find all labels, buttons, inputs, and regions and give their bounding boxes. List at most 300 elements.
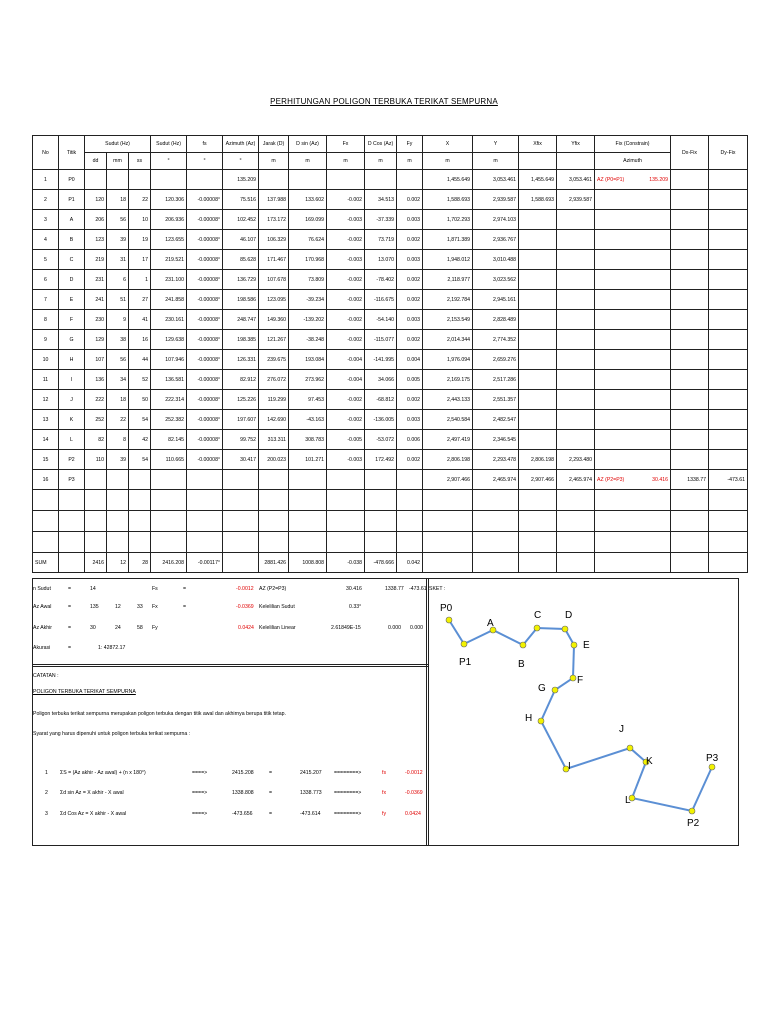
cell-titik: A — [59, 210, 85, 230]
station-label: L — [625, 795, 631, 806]
fx-label: Fx — [152, 604, 158, 610]
note-symbol: fs — [382, 770, 387, 776]
empty-cell — [557, 532, 595, 553]
cell-az: 82.912 — [223, 370, 259, 390]
fix-value: 135.209 — [649, 176, 669, 183]
cell-xfix — [519, 290, 557, 310]
col-dcos: D Cos (Az) — [365, 136, 397, 153]
station-point — [534, 625, 540, 631]
cell-y: 2,939.587 — [473, 190, 519, 210]
empty-cell — [595, 490, 671, 511]
cell-fx — [327, 170, 365, 190]
cell-mm: 18 — [107, 390, 129, 410]
station-label: H — [525, 713, 533, 724]
cell-no: 7 — [33, 290, 59, 310]
note-dots: ========> — [334, 811, 362, 817]
empty-cell — [129, 532, 151, 553]
notes-line-1: Poligon terbuka terikat sempurna merupakan poligon terbuka dengan titik awal dan akhirnya berupa titik tetap. — [33, 711, 286, 717]
cell-dyfix — [709, 350, 748, 370]
cell-ss: 16 — [129, 330, 151, 350]
cell-mm: 31 — [107, 250, 129, 270]
cell-titik: C — [59, 250, 85, 270]
traverse-line — [449, 620, 712, 811]
empty-cell — [129, 511, 151, 532]
notes-heading: POLIGON TERBUKA TERIKAT SEMPURNA — [33, 689, 136, 695]
cell-dxfix: 1338.77 — [671, 470, 709, 490]
cell-yfix — [557, 390, 595, 410]
cell-sudut: 222.314 — [151, 390, 187, 410]
cell-xfix — [519, 230, 557, 250]
cell-dd: 129 — [85, 330, 107, 350]
cell-dd: 136 — [85, 370, 107, 390]
cell-dyfix — [709, 290, 748, 310]
cell-dcos: 34.513 — [365, 190, 397, 210]
cell-y: 2,945.161 — [473, 290, 519, 310]
cell-ss: 10 — [129, 210, 151, 230]
fix-cell — [595, 350, 671, 370]
station-point — [520, 642, 526, 648]
cell-dyfix — [709, 250, 748, 270]
cell-xfix: 2,806.198 — [519, 450, 557, 470]
empty-cell — [423, 532, 473, 553]
table-row — [33, 190, 748, 210]
cell-d — [259, 470, 289, 490]
kel-linear-label: Kelelilian Linear — [259, 625, 296, 631]
cell-sudut: 129.638 — [151, 330, 187, 350]
empty-cell — [151, 532, 187, 553]
table-row — [33, 170, 748, 190]
cell-dcos: -115.077 — [365, 330, 397, 350]
cell-fs: -0.00008° — [187, 330, 223, 350]
unit-m: m — [327, 153, 365, 170]
cell-dxfix — [671, 310, 709, 330]
note-dots: ========> — [334, 790, 362, 796]
note-value-b: -473.614 — [300, 811, 321, 817]
cell-x: 2,014.344 — [423, 330, 473, 350]
cell-mm: 39 — [107, 230, 129, 250]
empty-cell — [709, 490, 748, 511]
station-label: P3 — [706, 753, 719, 764]
cell-dsin: -39.234 — [289, 290, 327, 310]
station-label: D — [565, 610, 573, 621]
cell-no: 2 — [33, 190, 59, 210]
cell-az: 248.747 — [223, 310, 259, 330]
cell-d: 171.467 — [259, 250, 289, 270]
cell-xfix — [519, 390, 557, 410]
cell-fy: 0.002 — [397, 450, 423, 470]
cell-y: 2,517.286 — [473, 370, 519, 390]
sum-cell — [519, 553, 557, 573]
empty-cell — [33, 532, 59, 553]
cell-az: 198.385 — [223, 330, 259, 350]
cell-dcos: -68.812 — [365, 390, 397, 410]
table-row — [33, 290, 748, 310]
cell-sudut: 107.946 — [151, 350, 187, 370]
cell-x: 2,153.549 — [423, 310, 473, 330]
az-p2p3-label: AZ (P2=P3) — [259, 586, 287, 592]
az-akhir-ss: 58 — [137, 625, 143, 631]
cell-xfix — [519, 270, 557, 290]
cell-fy: 0.002 — [397, 230, 423, 250]
station-point — [552, 687, 558, 693]
cell-mm: 18 — [107, 190, 129, 210]
cell-y: 2,551.357 — [473, 390, 519, 410]
empty-cell — [289, 511, 327, 532]
table-row — [33, 430, 748, 450]
fix-cell — [595, 210, 671, 230]
sum-row — [33, 553, 748, 573]
cell-dyfix — [709, 390, 748, 410]
cell-mm: 51 — [107, 290, 129, 310]
cell-dyfix — [709, 450, 748, 470]
kel-sudut-value: 0.33° — [349, 604, 362, 610]
poligon-table — [32, 135, 748, 573]
header-row-2 — [33, 153, 748, 170]
note-arrow: ====> — [192, 790, 208, 796]
cell-fy — [397, 470, 423, 490]
cell-fy: 0.003 — [397, 210, 423, 230]
cell-mm: 56 — [107, 350, 129, 370]
fix-cell — [595, 170, 671, 190]
cell-x: 2,118.977 — [423, 270, 473, 290]
cell-fs: -0.00008° — [187, 390, 223, 410]
fix-cell — [595, 390, 671, 410]
cell-titik: F — [59, 310, 85, 330]
cell-yfix — [557, 370, 595, 390]
cell-xfix — [519, 310, 557, 330]
cell-xfix — [519, 410, 557, 430]
note-dots: ========> — [334, 770, 362, 776]
sum-cell: -0.038 — [327, 553, 365, 573]
cell-yfix — [557, 330, 595, 350]
table-row — [33, 210, 748, 230]
cell-titik: P0 — [59, 170, 85, 190]
cell-ss: 1 — [129, 270, 151, 290]
sum-cell — [223, 553, 259, 573]
cell-dyfix — [709, 330, 748, 350]
cell-no: 8 — [33, 310, 59, 330]
cell-ss: 27 — [129, 290, 151, 310]
cell-az: 126.331 — [223, 350, 259, 370]
cell-fx: -0.003 — [327, 250, 365, 270]
cell-titik: P1 — [59, 190, 85, 210]
header-row-1 — [33, 136, 748, 153]
cell-dd: 82 — [85, 430, 107, 450]
cell-ss — [129, 470, 151, 490]
unit-m: m — [423, 153, 473, 170]
cell-dxfix — [671, 230, 709, 250]
cell-y: 2,774.352 — [473, 330, 519, 350]
cell-x: 1,702.293 — [423, 210, 473, 230]
cell-fy: 0.005 — [397, 370, 423, 390]
cell-dcos — [365, 470, 397, 490]
cell-no: 10 — [33, 350, 59, 370]
cell-dsin: 101.271 — [289, 450, 327, 470]
cell-dcos: -37.339 — [365, 210, 397, 230]
cell-mm: 34 — [107, 370, 129, 390]
cell-dsin: 170.968 — [289, 250, 327, 270]
cell-fy — [397, 170, 423, 190]
cell-fy: 0.003 — [397, 310, 423, 330]
cell-fy: 0.003 — [397, 410, 423, 430]
col-azimuth-sub: Azimuth — [595, 153, 671, 170]
fix-value: 30.416 — [652, 476, 669, 483]
cell-yfix: 2,465.974 — [557, 470, 595, 490]
unit-m: m — [365, 153, 397, 170]
cell-d: 137.988 — [259, 190, 289, 210]
cell-ss: 17 — [129, 250, 151, 270]
col-fx: Fx — [327, 136, 365, 153]
cell-yfix: 2,293.480 — [557, 450, 595, 470]
cell-dcos: 73.719 — [365, 230, 397, 250]
empty-cell — [473, 532, 519, 553]
table-row — [33, 390, 748, 410]
cell-d: 173.172 — [259, 210, 289, 230]
kel-linear-value: 2.61849E-15 — [331, 625, 361, 631]
cell-x: 1,588.693 — [423, 190, 473, 210]
cell-dyfix — [709, 270, 748, 290]
sum-cell: -478.666 — [365, 553, 397, 573]
dy-value: -473.61 — [409, 586, 427, 592]
cell-az: 197.607 — [223, 410, 259, 430]
cell-d: 106.329 — [259, 230, 289, 250]
note-item-number: 2 — [45, 790, 48, 796]
empty-cell — [187, 511, 223, 532]
cell-ss: 54 — [129, 450, 151, 470]
cell-xfix — [519, 430, 557, 450]
cell-no: 12 — [33, 390, 59, 410]
note-value-b: 2415.207 — [300, 770, 322, 776]
empty-cell — [709, 532, 748, 553]
cell-d: 119.299 — [259, 390, 289, 410]
az-awal-dd: 135 — [90, 604, 99, 610]
cell-dd: 231 — [85, 270, 107, 290]
cell-fy: 0.004 — [397, 350, 423, 370]
akurasi-eq: = — [68, 645, 72, 651]
cell-xfix: 1,455.649 — [519, 170, 557, 190]
fix-cell — [595, 250, 671, 270]
col-titik: Titik — [59, 136, 85, 170]
cell-az: 136.729 — [223, 270, 259, 290]
cell-d: 313.311 — [259, 430, 289, 450]
station-label: B — [518, 659, 525, 670]
fix-cell — [595, 450, 671, 470]
note-equals: = — [269, 811, 273, 817]
cell-sudut: 82.145 — [151, 430, 187, 450]
empty-cell — [223, 511, 259, 532]
cell-dcos: -53.072 — [365, 430, 397, 450]
cell-sudut: 110.665 — [151, 450, 187, 470]
sum-cell — [557, 553, 595, 573]
fx-eq: = — [183, 604, 187, 610]
sum-cell: 2881.426 — [259, 553, 289, 573]
cell-fy: 0.006 — [397, 430, 423, 450]
empty-cell — [557, 511, 595, 532]
fix-cell — [595, 430, 671, 450]
cell-x: 2,192.784 — [423, 290, 473, 310]
empty-cell — [327, 490, 365, 511]
unit-m: m — [259, 153, 289, 170]
empty-cell — [33, 490, 59, 511]
cell-fx: -0.002 — [327, 310, 365, 330]
empty-cell — [259, 490, 289, 511]
cell-dsin: 169.099 — [289, 210, 327, 230]
cell-fx: -0.003 — [327, 450, 365, 470]
station-point — [571, 642, 577, 648]
empty-row — [33, 532, 748, 553]
cell-dcos: -78.402 — [365, 270, 397, 290]
empty-cell — [473, 490, 519, 511]
empty-cell — [365, 532, 397, 553]
cell-fy: 0.003 — [397, 250, 423, 270]
cell-dxfix — [671, 370, 709, 390]
cell-fx: -0.002 — [327, 230, 365, 250]
cell-dd: 107 — [85, 350, 107, 370]
empty-cell — [397, 511, 423, 532]
cell-sudut: 206.936 — [151, 210, 187, 230]
empty-cell — [327, 532, 365, 553]
empty-cell — [519, 490, 557, 511]
cell-dyfix — [709, 410, 748, 430]
cell-fx: -0.004 — [327, 350, 365, 370]
col-mm: mm — [107, 153, 129, 170]
fix-label: AZ (P0=P1) — [597, 176, 625, 183]
col-fs: fs — [187, 136, 223, 153]
cell-mm: 22 — [107, 410, 129, 430]
cell-titik: I — [59, 370, 85, 390]
empty-cell — [519, 532, 557, 553]
cell-dyfix — [709, 310, 748, 330]
empty-cell — [423, 511, 473, 532]
cell-dyfix — [709, 190, 748, 210]
cell-ss: 19 — [129, 230, 151, 250]
cell-fs: -0.00008° — [187, 370, 223, 390]
cell-dxfix — [671, 430, 709, 450]
col-fy: Fy — [397, 136, 423, 153]
cell-dd — [85, 170, 107, 190]
fix-cell — [595, 290, 671, 310]
cell-titik: B — [59, 230, 85, 250]
cell-fs: -0.00008° — [187, 210, 223, 230]
sum-cell: 28 — [129, 553, 151, 573]
cell-fx: -0.002 — [327, 190, 365, 210]
cell-fs: -0.00008° — [187, 450, 223, 470]
unit-deg: ° — [187, 153, 223, 170]
empty-cell — [709, 511, 748, 532]
table-row — [33, 470, 748, 490]
cell-y: 3,010.488 — [473, 250, 519, 270]
fix-cell — [595, 370, 671, 390]
cell-fy: 0.002 — [397, 290, 423, 310]
sum-cell: SUM — [33, 553, 59, 573]
empty-cell — [59, 511, 85, 532]
empty-cell — [107, 511, 129, 532]
unit-m: m — [397, 153, 423, 170]
cell-dsin — [289, 170, 327, 190]
cell-xfix — [519, 210, 557, 230]
empty-cell — [365, 511, 397, 532]
unit-deg: ° — [223, 153, 259, 170]
station-label: E — [583, 640, 590, 651]
cell-dd: 241 — [85, 290, 107, 310]
sum-cell — [671, 553, 709, 573]
cell-no: 4 — [33, 230, 59, 250]
col-sudut-hz: Sudut (Hz) — [85, 136, 151, 153]
station-point — [538, 718, 544, 724]
cell-titik: G — [59, 330, 85, 350]
cell-dd — [85, 470, 107, 490]
cell-dxfix — [671, 210, 709, 230]
cell-d: 239.675 — [259, 350, 289, 370]
cell-fx: -0.003 — [327, 210, 365, 230]
note-result: -0.0012 — [405, 770, 423, 776]
fix-cell — [595, 410, 671, 430]
empty-cell — [327, 511, 365, 532]
cell-fx — [327, 470, 365, 490]
cell-d: 142.690 — [259, 410, 289, 430]
empty-cell — [107, 490, 129, 511]
empty-cell — [59, 532, 85, 553]
note-symbol: fy — [382, 811, 387, 817]
col-dyfix: Dy-Fix — [709, 136, 748, 170]
fix-cell — [595, 190, 671, 210]
cell-az: 85.628 — [223, 250, 259, 270]
empty-cell — [129, 490, 151, 511]
cell-titik: H — [59, 350, 85, 370]
note-value-a: 2415.208 — [232, 770, 254, 776]
cell-dxfix — [671, 450, 709, 470]
cell-sudut: 120.306 — [151, 190, 187, 210]
sum-cell — [59, 553, 85, 573]
sum-cell — [709, 553, 748, 573]
cell-fy: 0.002 — [397, 190, 423, 210]
cell-ss — [129, 170, 151, 190]
fix-cell — [595, 330, 671, 350]
table-row — [33, 410, 748, 430]
sum-cell: 2416 — [85, 553, 107, 573]
empty-cell — [187, 532, 223, 553]
cell-dd: 120 — [85, 190, 107, 210]
empty-cell — [151, 490, 187, 511]
cell-fs: -0.00008° — [187, 430, 223, 450]
cell-dyfix — [709, 230, 748, 250]
fs-label: Fs — [152, 586, 158, 592]
sum-cell: -0.00117° — [187, 553, 223, 573]
cell-fs: -0.00008° — [187, 270, 223, 290]
cell-no: 14 — [33, 430, 59, 450]
fix-cell — [595, 230, 671, 250]
table-row — [33, 270, 748, 290]
col-yfix: Yfix — [557, 136, 595, 153]
empty-cell — [289, 490, 327, 511]
empty-cell — [33, 511, 59, 532]
cell-az: 75.516 — [223, 190, 259, 210]
unit-m: m — [289, 153, 327, 170]
cell-dcos: -136.005 — [365, 410, 397, 430]
cell-y: 3,023.562 — [473, 270, 519, 290]
col-jarak: Jarak (D) — [259, 136, 289, 153]
cell-yfix — [557, 290, 595, 310]
kel-linear-c: 0.000 — [410, 625, 423, 631]
col-fix: Fix (Constrain) — [595, 136, 671, 153]
cell-dsin: 133.602 — [289, 190, 327, 210]
cell-dsin: 76.624 — [289, 230, 327, 250]
empty-cell — [671, 490, 709, 511]
note-symbol: fx — [382, 790, 387, 796]
cell-dsin: -43.163 — [289, 410, 327, 430]
empty-cell — [671, 532, 709, 553]
cell-dd: 123 — [85, 230, 107, 250]
